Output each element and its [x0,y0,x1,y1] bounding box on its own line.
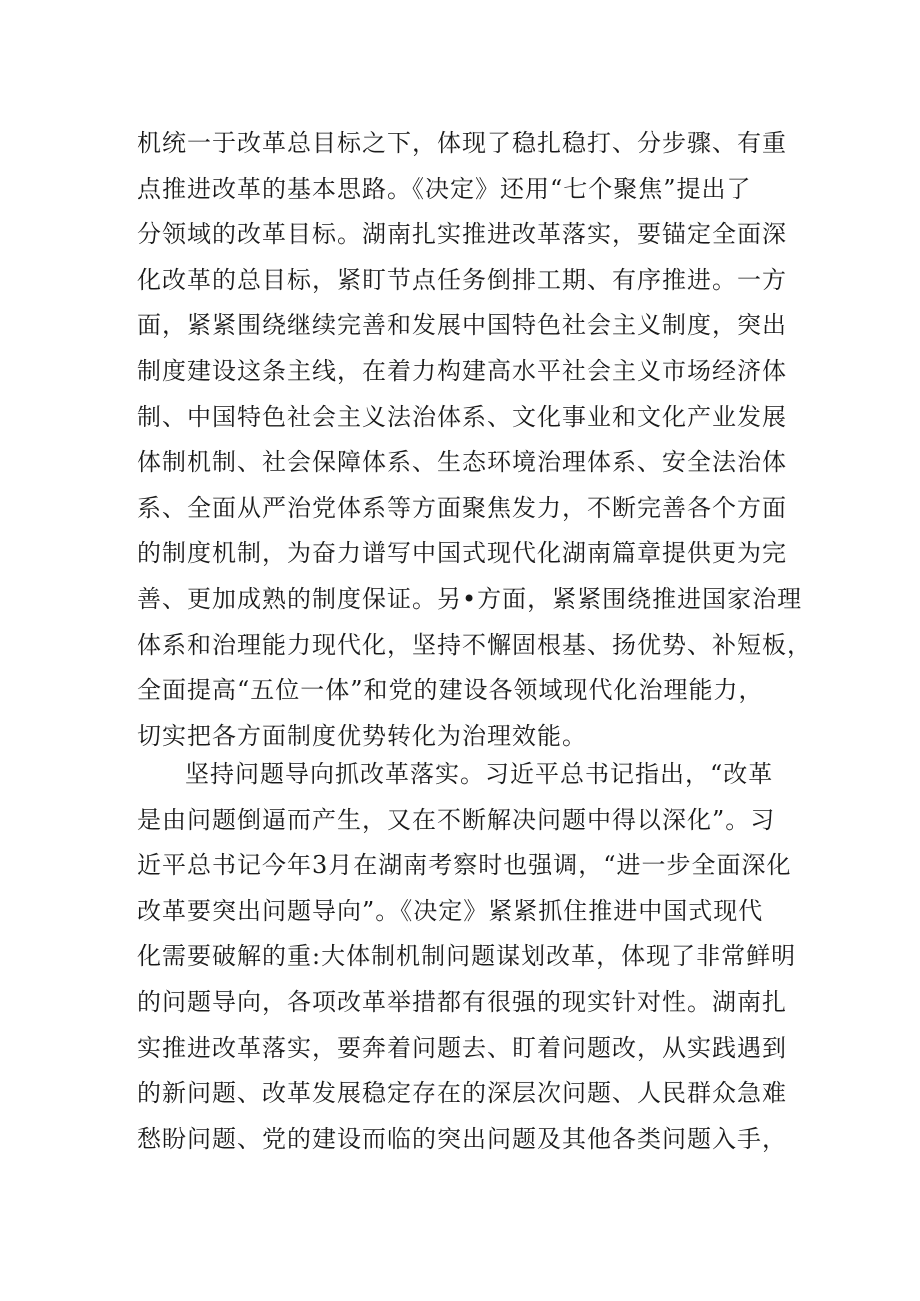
text-line: 愁盼问题、党的建设而临的突出问题及其他各类问题入手， [137,1124,787,1153]
text-line: 分领域的改革目标。湖南扎实推进改革落实，要锚定全面深 [137,220,787,249]
paragraph-1 [137,121,812,759]
text-line: 化改革的总目标，紧盯节点任务倒排工期、有序推进。一方 [137,265,787,294]
text-line: 的制度机制，为奋力谱写中国式现代化湖南篇章提供更为完 [137,539,787,568]
text-line: 点推进改革的基本思路。《决定》还用“七个聚焦”提出了 [137,174,752,203]
text-line: 切实把各方面制度优势转化为治理效能。 [137,721,587,750]
text-line: 制度建设这条主线，在着力构建高水平社会主义市场经济体 [137,356,787,385]
text-line: 善、更加成熟的制度保证。另•方面，紧紧围绕推进国家治理 [137,584,803,613]
text-line: 化需要破解的重:大体制机制问题谋划改革，体现了非常鲜明 [137,942,797,971]
text-line: 体制机制、社会保障体系、生态环境治理体系、安全法治体 [137,448,787,477]
text-line: 近平总书记今年3月在湖南考察时也强调，“进一步全面深化 [137,851,792,880]
text-line: 制、中国特色社会主义法治体系、文化事业和文化产业发展 [137,402,787,431]
text-line: 坚持问题导向抓改革落实。习近平总书记指出，“改革 [185,760,774,788]
text-line: 体系和治理能力现代化，坚持不懈固根基、扬优势、补短板， [137,630,812,659]
text-line: 实推进改革落实，要奔着问题去、盯着问题改，从实践遇到 [137,1033,787,1062]
text-line: 机统一于改革总目标之下，体现了稳扎稳打、分步骤、有重 [137,129,787,157]
text-line: 的问题导向，各项改革举措都有很强的现实针对性。湖南扎 [137,987,787,1016]
text-line: 面，紧紧围绕继续完善和发展中国特色社会主义制度，突出 [137,311,787,340]
text-line: 系、全面从严治党体系等方面聚焦发力，不断完善各个方面 [137,493,787,522]
text-line: 改革要突出问题导向”。《决定》紧紧抓住推进中国式现代 [137,896,764,925]
text-line: 的新问题、改革发展稳定存在的深层次问题、人民群众急难 [137,1079,787,1108]
text-line: 全面提高“五位一体”和党的建设各领域现代化治理能力， [137,676,764,705]
text-line: 是由问题倒逼而产生，又在不断解决问题中得以深化”。习 [137,805,776,834]
paragraph-2 [137,752,797,1162]
